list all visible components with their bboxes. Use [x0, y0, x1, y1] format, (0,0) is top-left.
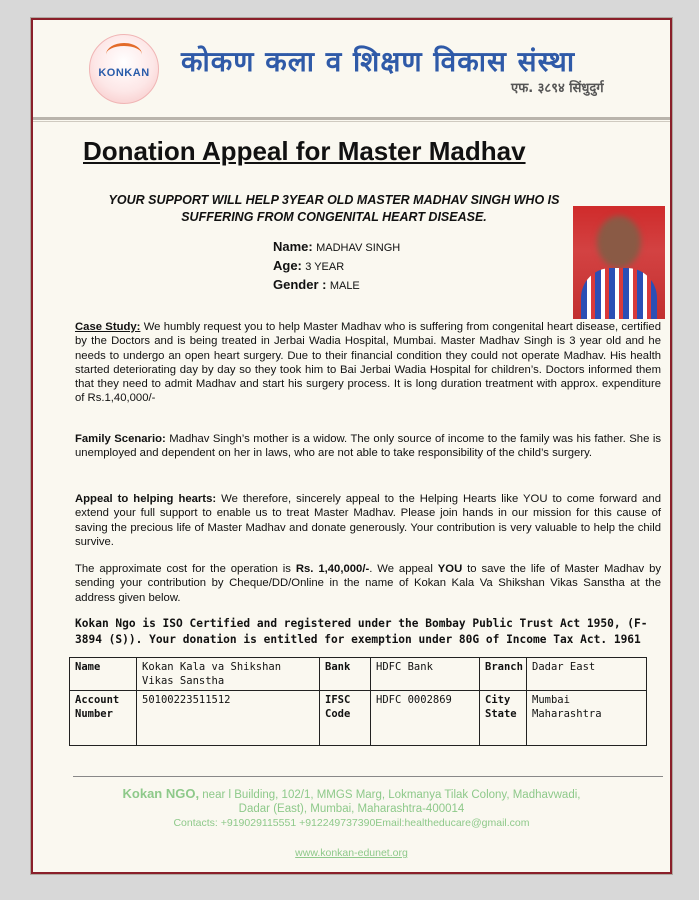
cost-you: YOU	[437, 563, 463, 575]
table-row	[70, 658, 647, 691]
appeal-text: We therefore, sincerely appeal to the Helping Hearts like YOU to come forward and extend your full support to enable us to treat Master Madhav. Please join hands in our mission for this cause of saving the precious life of Master Madhav and donate generously. Your contribution is very valuable to help the child survive.	[75, 493, 661, 548]
family-scenario-heading: Family Scenario:	[75, 433, 166, 445]
footer-contacts: Contacts: +919029115551 +912249737390Email:healtheducare@gmail.com	[173, 817, 530, 829]
name-label: Name:	[273, 239, 313, 254]
account-number-label: Account Number	[70, 691, 137, 746]
bank-details-table	[69, 657, 647, 746]
page-title: Donation Appeal for Master Madhav	[83, 136, 526, 166]
document-page	[31, 18, 672, 874]
footer-address-1: near l Building, 102/1, MMGS Marg, Lokmanya Tilak Colony, Madhavwadi,	[199, 789, 581, 801]
child-photo	[573, 206, 665, 319]
photo-blurred-face	[597, 216, 641, 268]
letterhead	[33, 20, 670, 115]
gender-label: Gender :	[273, 277, 327, 292]
footer-address-line-2: Dadar (East), Mumbai, Maharashtra-400014	[238, 803, 465, 815]
logo-text: KONKAN	[98, 67, 150, 79]
org-name-marathi: कोकण कला व शिक्षण विकास संस्था	[181, 45, 576, 78]
appeal-paragraph	[75, 492, 661, 549]
cost-amount: Rs. 1,40,000/-	[295, 563, 370, 575]
city-state-label: City State	[480, 691, 527, 746]
branch-value: Dadar East	[527, 658, 647, 691]
account-number-value: 50100223511512	[137, 691, 320, 746]
ifsc-label: IFSC Code	[320, 691, 371, 746]
cost-paragraph	[75, 562, 661, 605]
cost-text-1: The approximate cost for the operation is	[75, 563, 296, 575]
konkan-logo	[89, 34, 159, 104]
footer-website-link[interactable]: www.konkan-edunet.org	[295, 847, 408, 859]
name-value: MADHAV SINGH	[316, 242, 401, 254]
case-study-text: We humbly request you to help Master Madhav who is suffering from congenital heart disease, certified by the Doctors and is being treated in Jerbai Wadia Hospital, Mumbai. Master Madhav Singh is 3 year old and he needs to undergo an open heart surgery. Due to their financial condition they could not operate Madhav. His health started deteriorating day by day so they took him to Bai Jerbai Wadia Hospital for children’s. Doctors informed them that they need to admit Madhav and start his surgery process. It is long duration treatment with approx. expenditure of Rs.1,40,000/-	[75, 321, 661, 405]
logo-arc-icon	[106, 43, 142, 66]
city-state-value: Mumbai Maharashtra	[527, 691, 647, 746]
family-scenario-paragraph	[75, 432, 661, 461]
cost-text-3: to save the life of Master Madhav by sending your contribution by Cheque/DD/Online in the name of Kokan Kala Va Shikshan Vikas Sanstha at the address given below.	[75, 563, 662, 604]
branch-label: Branch	[480, 658, 527, 691]
table-row	[70, 691, 647, 746]
appeal-subtitle	[69, 192, 599, 226]
photo-shirt	[581, 268, 657, 319]
family-scenario-text: Madhav Singh’s mother is a widow. The only source of income to the family was his father. She is unemployed and dependent on her in laws, who are not able to take responsibility of the child’s surgery.	[75, 433, 661, 460]
age-label: Age:	[273, 258, 302, 273]
subtitle-line-2: SUFFERING FROM CONGENITAL HEART DISEASE.	[181, 210, 487, 224]
case-study-heading: Case Study:	[75, 321, 141, 333]
case-study-paragraph	[75, 320, 661, 406]
gender-value: MALE	[329, 280, 360, 292]
header-divider-thin	[33, 121, 670, 122]
header-divider	[33, 117, 670, 120]
cost-text-2: . We appeal	[369, 563, 438, 575]
footer-org-name: Kokan NGO,	[122, 786, 200, 801]
bank-label: Bank	[320, 658, 371, 691]
ifsc-value: HDFC 0002869	[371, 691, 480, 746]
org-registration: एफ. ३८९४ सिंधुदुर्ग	[511, 81, 604, 96]
subtitle-line-1: YOUR SUPPORT WILL HELP 3YEAR OLD MASTER MADHAV SINGH WHO IS	[108, 193, 560, 207]
bank-name-label: Name	[70, 658, 137, 691]
bank-value: HDFC Bank	[371, 658, 480, 691]
age-value: 3 YEAR	[305, 261, 345, 273]
patient-info	[273, 238, 400, 295]
footer-divider	[73, 776, 663, 777]
appeal-heading: Appeal to helping hearts:	[75, 493, 217, 505]
certification-statement: Kokan Ngo is ISO Certified and registered under the Bombay Public Trust Act 1950, (F-3894 (S)). Your donation is entitled for exemption under 80G of Income Tax Act. 1961	[75, 617, 648, 646]
footer-address-line-1	[33, 786, 670, 803]
bank-name-value: Kokan Kala va Shikshan Vikas Sanstha	[137, 658, 320, 691]
